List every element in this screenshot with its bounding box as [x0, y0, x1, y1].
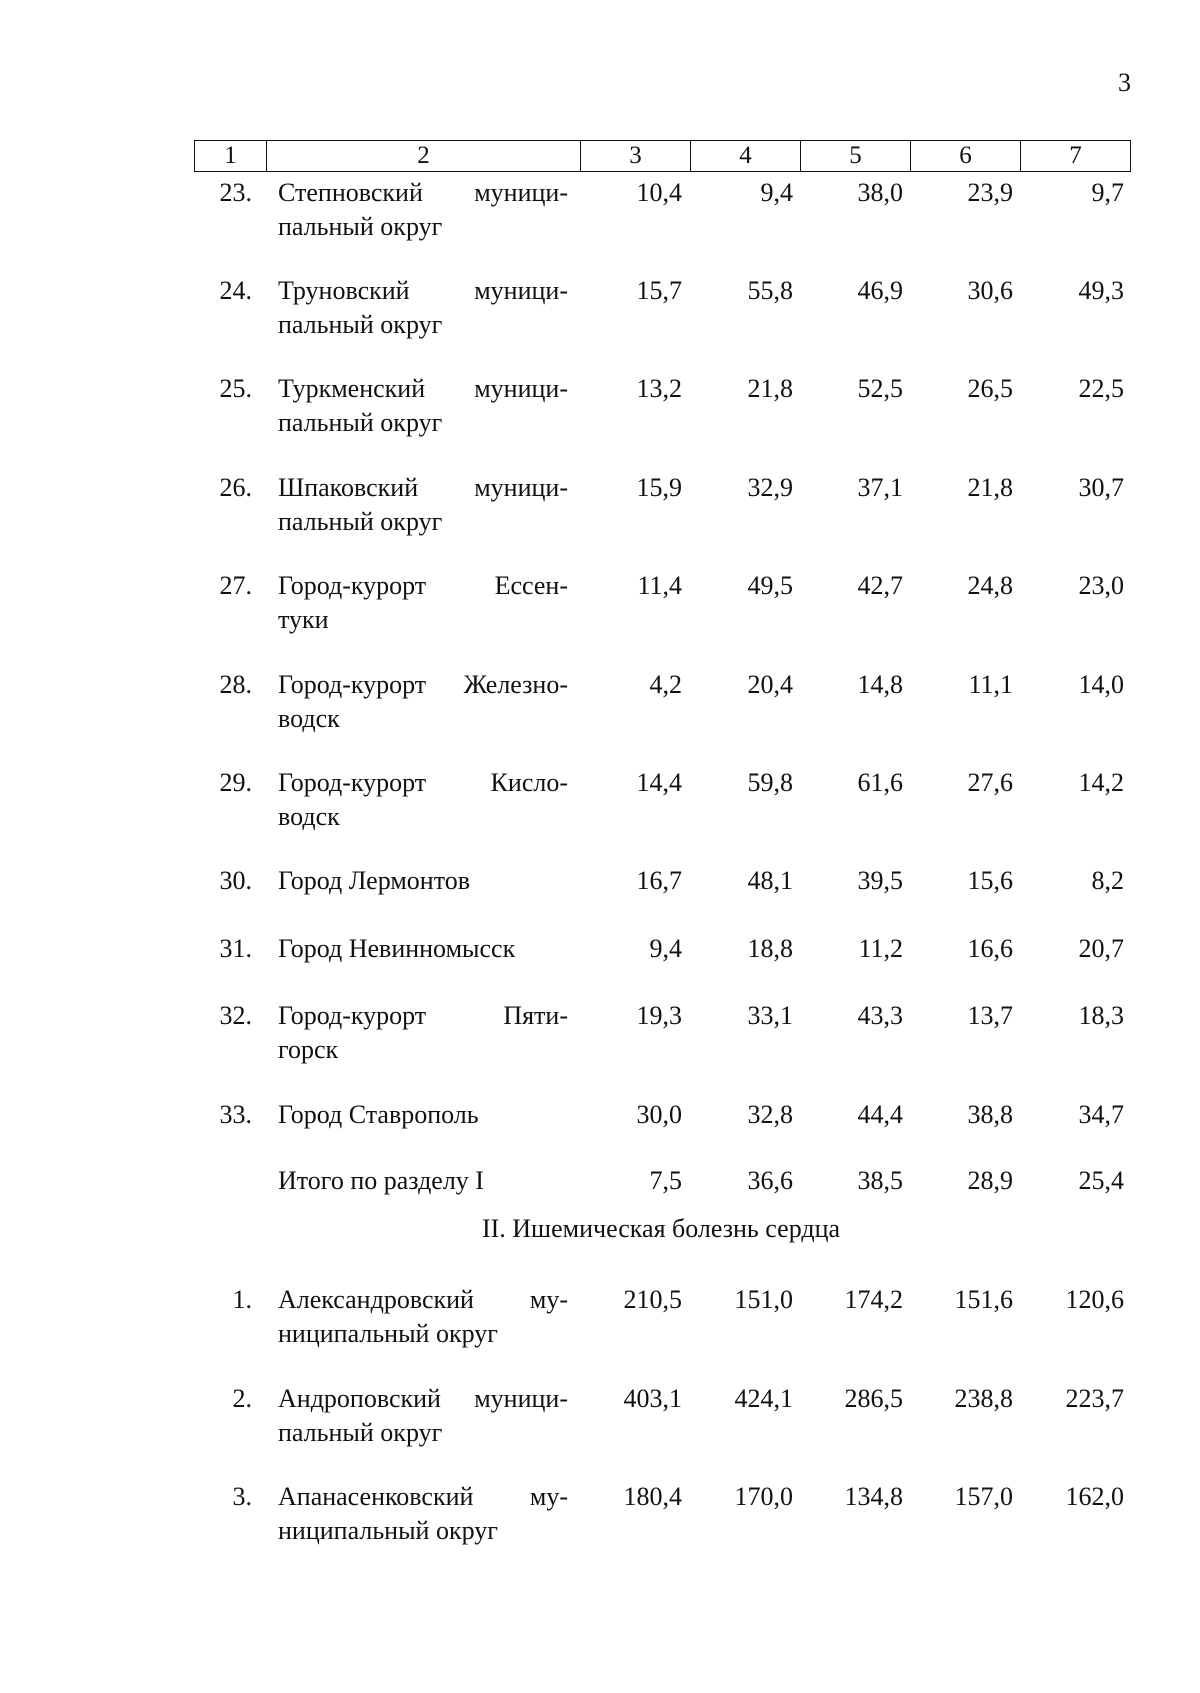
row-name-line-2: ниципальный округ: [278, 1516, 498, 1545]
header-col-1: 1: [195, 141, 267, 172]
value-cell-col-7: 30,7: [1078, 473, 1124, 502]
row-name-line-2: ниципальный округ: [278, 1319, 498, 1348]
value-cell-col-3: 180,4: [623, 1482, 682, 1511]
value-cell-col-5: 38,5: [857, 1166, 903, 1195]
value-cell-col-3: 403,1: [623, 1384, 682, 1413]
section-title: II. Ишемическая болезнь сердца: [481, 1214, 841, 1243]
value-cell-col-7: 20,7: [1078, 934, 1124, 963]
value-cell-col-6: 24,8: [967, 571, 1013, 600]
row-name: [278, 274, 568, 342]
value-cell-col-3: 4,2: [649, 670, 682, 699]
value-cell-col-5: 174,2: [844, 1285, 903, 1314]
row-name: [278, 176, 568, 244]
row-number: 29.: [219, 768, 252, 797]
row-name: [278, 932, 568, 966]
value-cell-col-4: 33,1: [747, 1001, 793, 1030]
row-name-line-1: Туркменский муници-: [278, 374, 568, 403]
value-cell-col-5: 43,3: [857, 1001, 903, 1030]
column-header-table: [194, 140, 1131, 172]
value-cell-col-5: 39,5: [857, 866, 903, 895]
row-name: [278, 1283, 568, 1351]
value-cell-col-6: 11,1: [968, 670, 1013, 699]
value-cell-col-5: 46,9: [857, 276, 903, 305]
value-cell-col-7: 9,7: [1091, 178, 1124, 207]
row-name-line-1: Апанасенковский му-: [278, 1482, 568, 1511]
value-cell-col-6: 27,6: [967, 768, 1013, 797]
row-name-line-1: Город-курорт Железно-: [278, 670, 568, 699]
value-cell-col-5: 44,4: [857, 1100, 903, 1129]
value-cell-col-7: 49,3: [1078, 276, 1124, 305]
row-number: 33.: [219, 1100, 252, 1129]
value-cell-col-5: 52,5: [857, 374, 903, 403]
value-cell-col-5: 38,0: [857, 178, 903, 207]
value-cell-col-3: 7,5: [649, 1166, 682, 1195]
value-cell-col-7: 162,0: [1065, 1482, 1124, 1511]
row-number: 2.: [232, 1384, 252, 1413]
row-name-line-1: Шпаковский муници-: [278, 473, 568, 502]
row-name-line-2: пальный округ: [278, 310, 443, 339]
row-name-line-2: туки: [278, 605, 329, 634]
row-name-line-1: Степновский муници-: [278, 178, 568, 207]
value-cell-col-7: 14,2: [1078, 768, 1124, 797]
value-cell-col-3: 19,3: [636, 1001, 682, 1030]
value-cell-col-4: 170,0: [734, 1482, 793, 1511]
value-cell-col-4: 48,1: [747, 866, 793, 895]
value-cell-col-5: 134,8: [844, 1482, 903, 1511]
value-cell-col-7: 223,7: [1065, 1384, 1124, 1413]
header-col-3: 3: [581, 141, 691, 172]
row-name-line-1: Город-курорт Ессен-: [278, 571, 568, 600]
value-cell-col-3: 210,5: [623, 1285, 682, 1314]
value-cell-col-6: 15,6: [967, 866, 1013, 895]
value-cell-col-4: 32,8: [747, 1100, 793, 1129]
row-name: [278, 864, 568, 898]
row-name: [278, 1382, 568, 1450]
row-name-line-2: водск: [278, 802, 340, 831]
row-number: 23.: [219, 178, 252, 207]
row-name-line-1: Труновский муници-: [278, 276, 568, 305]
value-cell-col-4: 18,8: [747, 934, 793, 963]
value-cell-col-4: 151,0: [734, 1285, 793, 1314]
row-name-line-2: пальный округ: [278, 408, 443, 437]
value-cell-col-7: 18,3: [1078, 1001, 1124, 1030]
value-cell-col-5: 14,8: [857, 670, 903, 699]
value-cell-col-7: 22,5: [1078, 374, 1124, 403]
page-number: 3: [1118, 68, 1131, 97]
row-name-line-2: водск: [278, 704, 340, 733]
value-cell-col-6: 21,8: [967, 473, 1013, 502]
row-number: 31.: [219, 934, 252, 963]
value-cell-col-6: 16,6: [967, 934, 1013, 963]
row-name: [278, 471, 568, 539]
value-cell-col-3: 10,4: [636, 178, 682, 207]
value-cell-col-4: 21,8: [747, 374, 793, 403]
row-name-line-1: Город-курорт Пяти-: [278, 1001, 568, 1030]
value-cell-col-3: 15,7: [636, 276, 682, 305]
value-cell-col-7: 8,2: [1091, 866, 1124, 895]
value-cell-col-6: 151,6: [954, 1285, 1013, 1314]
value-cell-col-4: 59,8: [747, 768, 793, 797]
value-cell-col-3: 9,4: [649, 934, 682, 963]
value-cell-col-5: 61,6: [857, 768, 903, 797]
row-name-line-1: Итого по разделу I: [278, 1166, 484, 1195]
row-number: 26.: [219, 473, 252, 502]
row-name: [278, 668, 568, 736]
value-cell-col-4: 49,5: [747, 571, 793, 600]
row-name-line-1: Город Ставрополь: [278, 1100, 479, 1129]
header-col-5: 5: [801, 141, 911, 172]
value-cell-col-3: 30,0: [636, 1100, 682, 1129]
row-name: [278, 999, 568, 1067]
row-name-line-1: Город Невинномысск: [278, 934, 516, 963]
row-number: 25.: [219, 374, 252, 403]
row-name: [278, 766, 568, 834]
value-cell-col-4: 36,6: [747, 1166, 793, 1195]
value-cell-col-6: 26,5: [967, 374, 1013, 403]
row-name: [278, 1480, 568, 1548]
value-cell-col-4: 424,1: [734, 1384, 793, 1413]
header-col-2: 2: [267, 141, 581, 172]
value-cell-col-6: 30,6: [967, 276, 1013, 305]
value-cell-col-4: 32,9: [747, 473, 793, 502]
value-cell-col-6: 28,9: [967, 1166, 1013, 1195]
row-name-line-2: пальный округ: [278, 212, 443, 241]
value-cell-col-7: 34,7: [1078, 1100, 1124, 1129]
row-name-line-2: горск: [278, 1035, 339, 1064]
row-name-line-1: Город-курорт Кисло-: [278, 768, 568, 797]
value-cell-col-6: 238,8: [954, 1384, 1013, 1413]
row-number: 1.: [232, 1285, 252, 1314]
value-cell-col-3: 15,9: [636, 473, 682, 502]
row-name: [278, 1098, 568, 1132]
row-number: 3.: [232, 1482, 252, 1511]
row-name: [278, 569, 568, 637]
value-cell-col-7: 120,6: [1065, 1285, 1124, 1314]
value-cell-col-3: 11,4: [637, 571, 682, 600]
row-number: 30.: [219, 866, 252, 895]
value-cell-col-7: 25,4: [1078, 1166, 1124, 1195]
row-number: 28.: [219, 670, 252, 699]
value-cell-col-5: 11,2: [858, 934, 903, 963]
value-cell-col-5: 37,1: [857, 473, 903, 502]
value-cell-col-3: 13,2: [636, 374, 682, 403]
value-cell-col-3: 14,4: [636, 768, 682, 797]
value-cell-col-6: 13,7: [967, 1001, 1013, 1030]
header-col-7: 7: [1021, 141, 1131, 172]
row-name-line-1: Андроповский муници-: [278, 1384, 568, 1413]
value-cell-col-6: 157,0: [954, 1482, 1013, 1511]
row-name: [278, 1164, 568, 1198]
row-name-line-2: пальный округ: [278, 507, 443, 536]
value-cell-col-6: 23,9: [967, 178, 1013, 207]
row-name-line-1: Александровский му-: [278, 1285, 568, 1314]
value-cell-col-3: 16,7: [636, 866, 682, 895]
header-col-4: 4: [691, 141, 801, 172]
value-cell-col-6: 38,8: [967, 1100, 1013, 1129]
row-number: 27.: [219, 571, 252, 600]
value-cell-col-4: 55,8: [747, 276, 793, 305]
header-col-6: 6: [911, 141, 1021, 172]
row-name: [278, 372, 568, 440]
value-cell-col-7: 14,0: [1078, 670, 1124, 699]
row-name-line-2: пальный округ: [278, 1418, 443, 1447]
value-cell-col-5: 286,5: [844, 1384, 903, 1413]
value-cell-col-4: 9,4: [760, 178, 793, 207]
value-cell-col-4: 20,4: [747, 670, 793, 699]
row-number: 24.: [219, 276, 252, 305]
row-number: 32.: [219, 1001, 252, 1030]
row-name-line-1: Город Лермонтов: [278, 866, 470, 895]
value-cell-col-5: 42,7: [857, 571, 903, 600]
value-cell-col-7: 23,0: [1078, 571, 1124, 600]
